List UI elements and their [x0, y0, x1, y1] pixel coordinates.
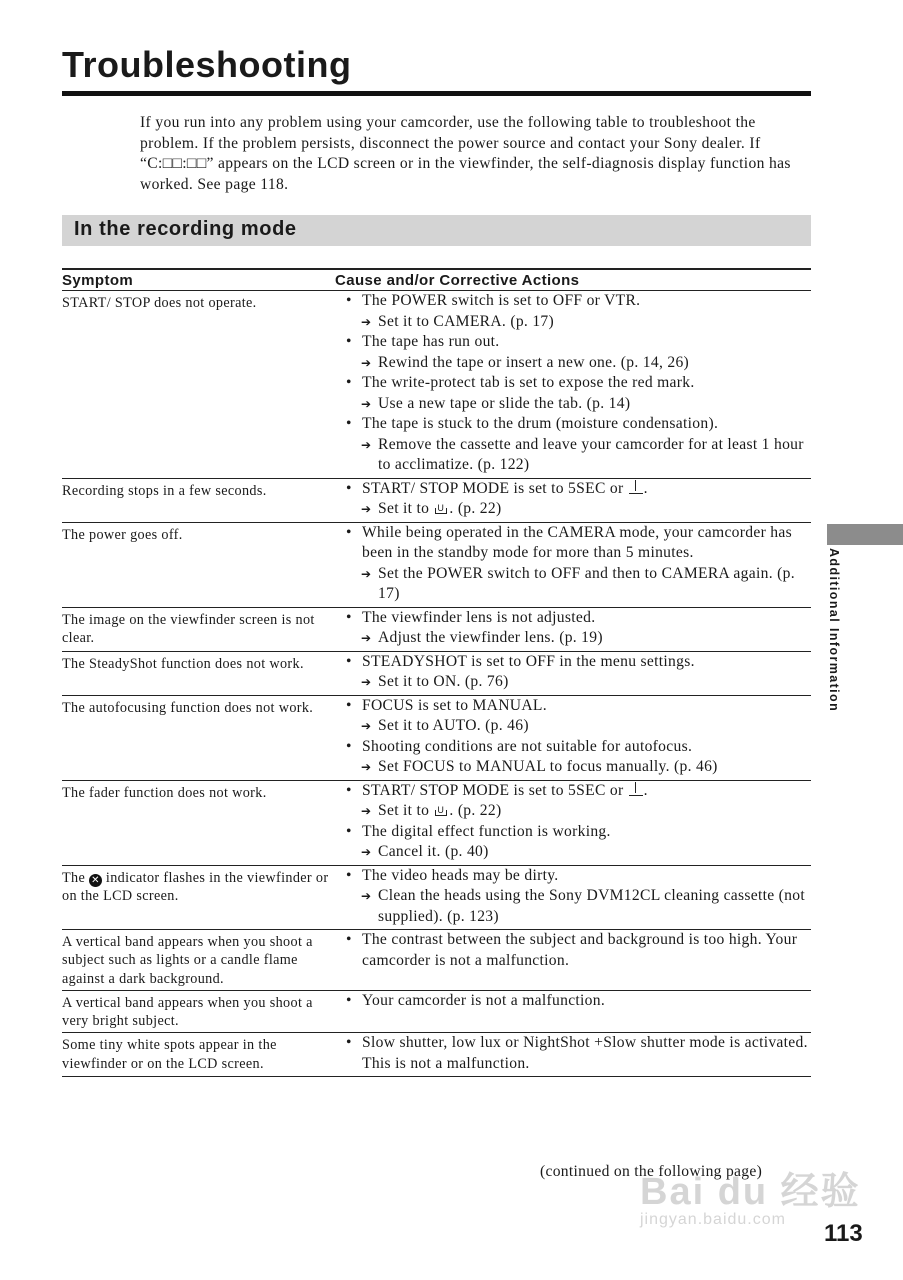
cause-item: [335, 991, 811, 1012]
cause-item: [335, 414, 811, 435]
cause-cell: [335, 607, 811, 651]
page-number: 113: [824, 1220, 863, 1247]
cause-text-suffix: .: [643, 479, 648, 497]
table-row: [62, 478, 811, 522]
arrow-icon: ➔: [361, 566, 372, 581]
action-item: [335, 312, 811, 333]
tape-u-icon: U: [434, 801, 448, 817]
cause-cell: [335, 478, 811, 522]
continued-note: (continued on the following page): [540, 1163, 763, 1180]
cause-item: [335, 866, 811, 887]
action-item: [335, 886, 811, 927]
cause-text: The write-protect tab is set to expose the red mark.: [362, 374, 695, 391]
cause-text: The tape is stuck to the drum (moisture condensation).: [362, 415, 719, 432]
action-item: [335, 757, 811, 778]
cause-cell: [335, 1033, 811, 1077]
symptom-cell: START/ STOP does not operate.: [62, 291, 335, 479]
cause-text: Slow shutter, low lux or NightShot +Slow shutter mode is activated. This is not a malfunction.: [362, 1034, 808, 1072]
action-item: [335, 499, 811, 520]
symptom-cell: The image on the viewfinder screen is not clear.: [62, 607, 335, 651]
action-item: [335, 435, 811, 476]
table-row: [62, 607, 811, 651]
cause-text: The digital effect function is working.: [362, 822, 611, 840]
action-text: Adjust the viewfinder lens. (p. 19): [378, 629, 603, 646]
side-tab: [825, 548, 845, 718]
tape-end-icon: [629, 781, 643, 797]
action-text: Set the POWER switch to OFF and then to CAMERA again. (p. 17): [378, 564, 795, 602]
arrow-icon: ➔: [361, 845, 372, 859]
action-item: [335, 716, 811, 737]
cause-item: [335, 737, 811, 758]
cause-text: STEADYSHOT is set to OFF in the menu settings.: [362, 652, 695, 670]
bullet-icon: •: [346, 374, 352, 391]
action-item: [335, 564, 811, 605]
bullet-icon: •: [346, 866, 352, 884]
bullet-icon: •: [346, 333, 352, 350]
bullet-icon: •: [346, 931, 352, 948]
cause-item: [335, 479, 811, 500]
cause-item: [335, 291, 811, 312]
cause-item: [335, 822, 811, 843]
cause-item: [335, 608, 811, 629]
cause-item: [335, 373, 811, 394]
page-title: Troubleshooting: [62, 44, 352, 85]
symptom-text-prefix: The: [62, 869, 86, 886]
action-text-suffix: . (p. 22): [449, 500, 502, 517]
watermark-url: jingyan.baidu.com: [640, 1211, 786, 1228]
title-rule: [62, 91, 811, 96]
cause-text: The tape has run out.: [362, 333, 500, 350]
bullet-icon: •: [346, 696, 352, 714]
cause-item: [335, 930, 811, 971]
action-text: Set it to CAMERA. (p. 17): [378, 312, 555, 330]
cause-item: [335, 696, 811, 717]
cause-text: The POWER switch is set to OFF or VTR.: [362, 292, 641, 309]
action-item: [335, 353, 811, 374]
cause-cell: [335, 522, 811, 607]
table-row: [62, 990, 811, 1033]
symptom-cell: [62, 865, 335, 930]
action-item: [335, 628, 811, 649]
cause-cell: [335, 291, 811, 479]
arrow-icon: ➔: [361, 631, 372, 645]
arrow-icon: ➔: [361, 675, 372, 689]
cause-text: The viewfinder lens is not adjusted.: [362, 608, 596, 626]
bullet-icon: •: [346, 822, 352, 840]
action-text: Set it to: [378, 500, 430, 517]
table-row: [62, 522, 811, 607]
table-header-row: [62, 269, 811, 291]
arrow-icon: ➔: [361, 355, 372, 370]
bullet-icon: •: [346, 737, 352, 755]
symptom-text: indicator flashes in the viewfinder or on the LCD screen.: [62, 869, 329, 904]
section-title: In the recording mode: [74, 218, 297, 240]
bullet-icon: •: [346, 479, 352, 497]
table-row: [62, 291, 811, 479]
cause-text: The contrast between the subject and background is too high. Your camcorder is not a malfunction.: [362, 931, 798, 969]
intro-paragraph: If you run into any problem using your camcorder, use the following table to troubleshoot the problem. If the problem persists, disconnect the power source and contact your Sony dealer. If “C:□□:□□” appears on the LCD screen or in the viewfinder, the self-diagnosis display function has worked. See page 118.: [140, 114, 791, 193]
table-row: [62, 651, 811, 695]
side-tab-label: Additional Information: [827, 548, 841, 713]
symptom-cell: The power goes off.: [62, 522, 335, 607]
arrow-icon: ➔: [361, 804, 372, 818]
cause-item: [335, 332, 811, 353]
action-text: Cancel it. (p. 40): [378, 843, 489, 860]
tape-end-icon: [629, 479, 643, 495]
cause-text: Your camcorder is not a malfunction.: [362, 991, 606, 1009]
cause-text: START/ STOP MODE is set to 5SEC or: [362, 479, 624, 497]
cause-item: [335, 781, 811, 802]
table-row: [62, 930, 811, 991]
cause-text: START/ STOP MODE is set to 5SEC or: [362, 781, 624, 799]
cause-text: While being operated in the CAMERA mode, your camcorder has been in the standby mode for more than 5 minutes.: [362, 523, 792, 561]
action-text: Use a new tape or slide the tab. (p. 14): [378, 394, 631, 412]
cause-cell: [335, 651, 811, 695]
cause-cell: [335, 780, 811, 865]
arrow-icon: ➔: [361, 719, 372, 733]
arrow-icon: ➔: [361, 502, 372, 516]
table-row: [62, 695, 811, 780]
bullet-icon: •: [346, 415, 352, 432]
action-text: Set it to AUTO. (p. 46): [378, 717, 529, 734]
cause-text-suffix: .: [643, 781, 648, 799]
symptom-cell: The SteadyShot function does not work.: [62, 651, 335, 695]
action-text: Set it to ON. (p. 76): [378, 673, 509, 690]
action-text: Set it to: [378, 802, 430, 819]
cause-text: The video heads may be dirty.: [362, 866, 559, 884]
bullet-icon: •: [346, 652, 352, 670]
table-row: [62, 865, 811, 930]
arrow-icon: ➔: [361, 760, 372, 774]
cause-cell: [335, 865, 811, 930]
symptom-cell: Some tiny white spots appear in the viewfinder or on the LCD screen.: [62, 1033, 335, 1077]
bullet-icon: •: [346, 523, 352, 541]
bullet-icon: •: [346, 292, 352, 309]
cause-item: [335, 652, 811, 673]
cause-header: Cause and/or Corrective Actions: [335, 269, 811, 291]
cause-text: FOCUS is set to MANUAL.: [362, 696, 547, 714]
symptom-cell: The autofocusing function does not work.: [62, 695, 335, 780]
watermark-brand: Bai du 经验: [640, 1171, 861, 1213]
table-row: [62, 780, 811, 865]
arrow-icon: ➔: [361, 889, 372, 903]
arrow-icon: ➔: [361, 437, 372, 452]
cause-cell: [335, 930, 811, 991]
head-clog-warning-icon: ✕: [89, 874, 102, 887]
cause-text: Shooting conditions are not suitable for autofocus.: [362, 737, 693, 755]
bullet-icon: •: [346, 991, 352, 1009]
action-text: Rewind the tape or insert a new one. (p. 14, 26): [378, 353, 690, 371]
cause-cell: [335, 990, 811, 1033]
table-row: [62, 1033, 811, 1077]
cause-cell: [335, 695, 811, 780]
side-tab-marker: [827, 524, 903, 545]
action-item: [335, 842, 811, 863]
arrow-icon: ➔: [361, 396, 372, 411]
cause-item: [335, 1033, 811, 1074]
symptom-cell: Recording stops in a few seconds.: [62, 478, 335, 522]
symptom-cell: The fader function does not work.: [62, 780, 335, 865]
symptom-cell: A vertical band appears when you shoot a very bright subject.: [62, 990, 335, 1033]
bullet-icon: •: [346, 781, 352, 799]
action-text: Clean the heads using the Sony DVM12CL cleaning cassette (not supplied). (p. 123): [378, 887, 805, 925]
action-text: Set FOCUS to MANUAL to focus manually. (p. 46): [378, 758, 718, 775]
arrow-icon: ➔: [361, 314, 372, 329]
action-item: [335, 394, 811, 415]
symptom-cell: A vertical band appears when you shoot a subject such as lights or a candle flame against a dark background.: [62, 930, 335, 991]
tape-u-icon: U: [434, 499, 448, 515]
troubleshooting-table: [62, 268, 811, 1077]
section-header: [62, 215, 811, 246]
action-item: [335, 672, 811, 693]
action-text: Remove the cassette and leave your camcorder for at least 1 hour to acclimatize. (p. 122): [378, 435, 804, 473]
bullet-icon: •: [346, 608, 352, 626]
action-text-suffix: . (p. 22): [449, 802, 502, 819]
action-item: [335, 801, 811, 822]
symptom-header: Symptom: [62, 269, 335, 291]
cause-item: [335, 523, 811, 564]
bullet-icon: •: [346, 1034, 352, 1052]
